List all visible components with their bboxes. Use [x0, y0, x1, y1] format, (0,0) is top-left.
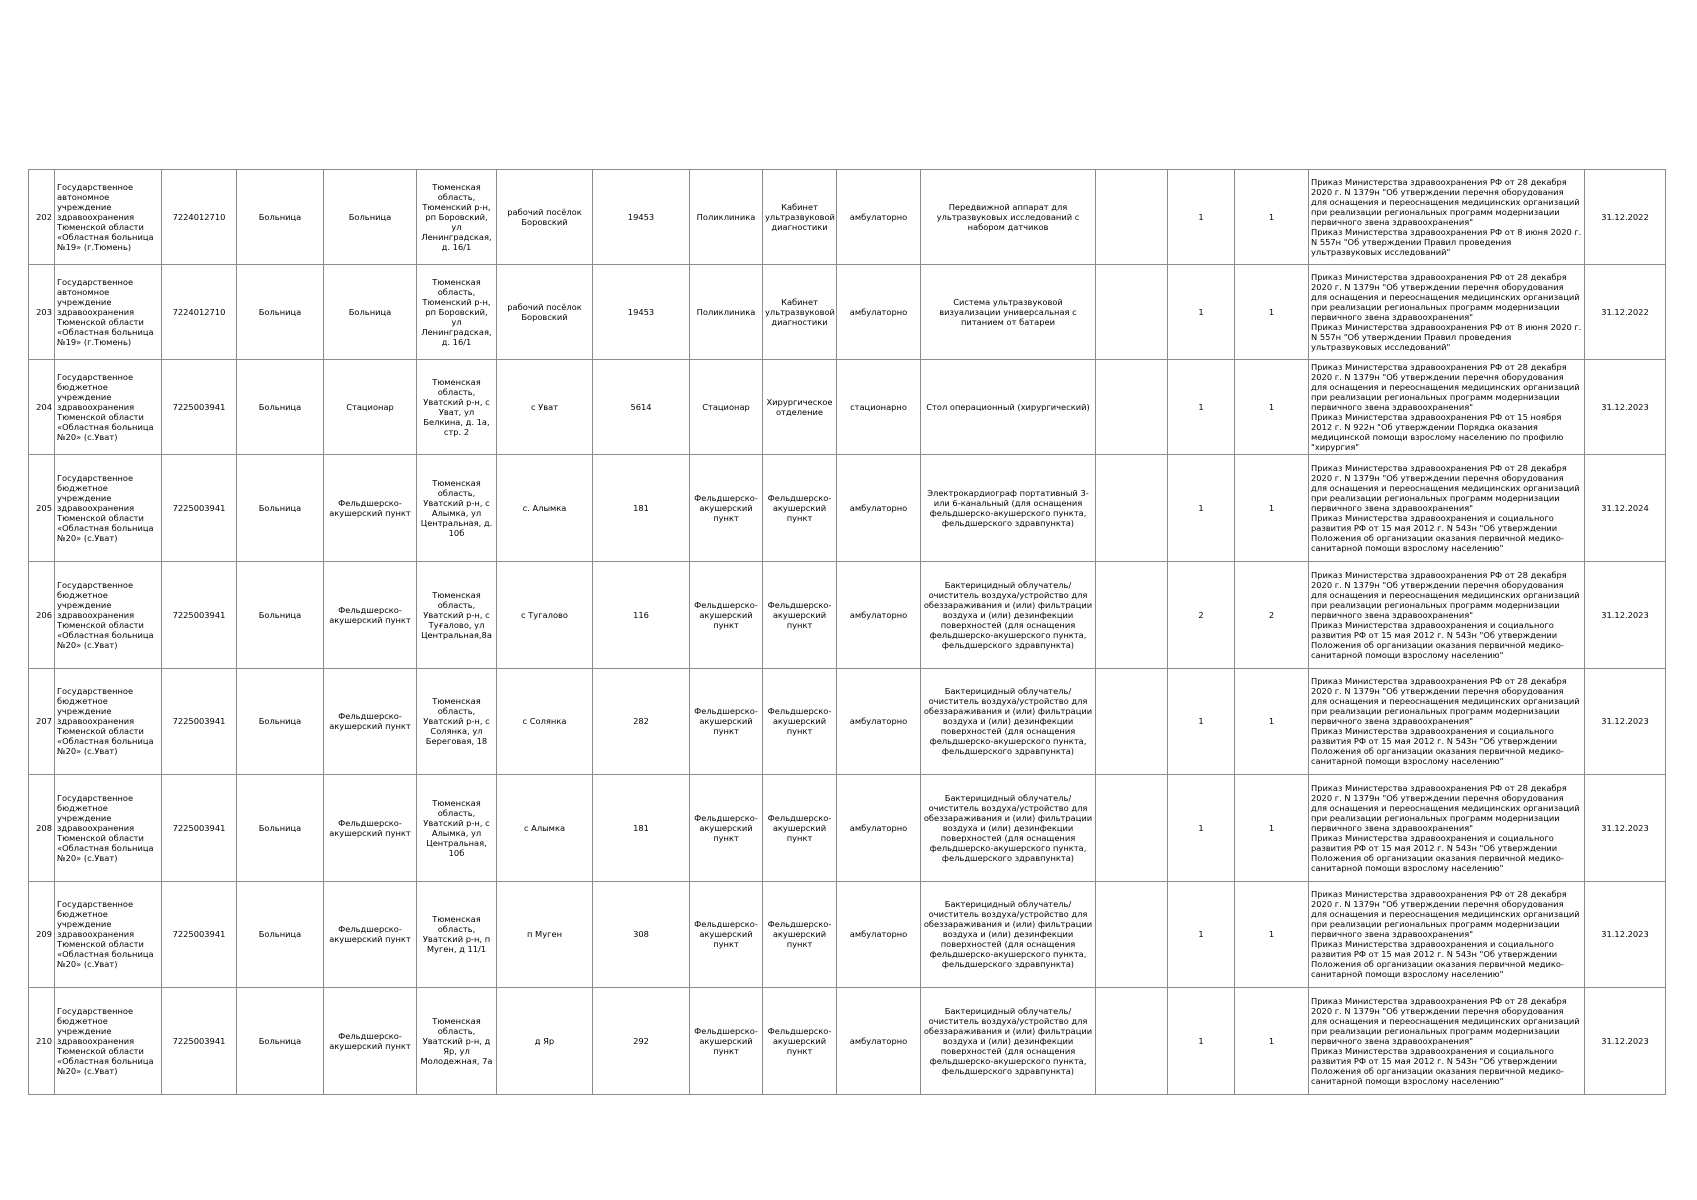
table-row	[29, 360, 1666, 455]
quantity-total-cell: 1	[1235, 170, 1309, 265]
address-cell: Тюменская область, Уватский р-н, с Алымка, ул Центральная, д. 10б	[417, 455, 497, 562]
institution-type-cell: Больница	[237, 360, 324, 455]
quantity-total-cell: 1	[1235, 988, 1309, 1095]
care-mode-cell: амбулаторно	[837, 455, 921, 562]
address-cell: Тюменская область, Тюменский р-н, рп Боровский, ул Ленинградская, д. 16/1	[417, 170, 497, 265]
population-cell: 181	[593, 775, 690, 882]
inn-cell: 7224012710	[162, 265, 237, 360]
row-number-cell: 209	[29, 881, 55, 988]
deadline-date-cell: 31.12.2023	[1585, 562, 1666, 669]
locality-cell: рабочий посёлок Боровский	[497, 170, 593, 265]
facility-type-cell: Фельдшерско-акушерский пункт	[324, 988, 417, 1095]
deadline-date-cell: 31.12.2023	[1585, 988, 1666, 1095]
equipment-cell: Бактерицидный облучатель/очиститель воздуха/устройство для обеззараживания и (или) фильтрации воздуха и (или) дезинфекции поверхностей (для оснащения фельдшерско-акушерского пункта, фельдшерского здравпункта)	[921, 562, 1096, 669]
division-cell: Фельдшерско-акушерский пункт	[690, 455, 763, 562]
population-cell: 282	[593, 668, 690, 775]
quantity-total-cell: 1	[1235, 775, 1309, 882]
care-mode-cell: амбулаторно	[837, 668, 921, 775]
row-number-cell: 203	[29, 265, 55, 360]
care-mode-cell: амбулаторно	[837, 988, 921, 1095]
empty-cell	[1096, 775, 1168, 882]
empty-cell	[1096, 988, 1168, 1095]
quantity-total-cell: 2	[1235, 562, 1309, 669]
deadline-date-cell: 31.12.2023	[1585, 360, 1666, 455]
row-number-cell: 204	[29, 360, 55, 455]
quantity-cell: 1	[1168, 360, 1235, 455]
inn-cell: 7225003941	[162, 562, 237, 669]
table-row	[29, 668, 1666, 775]
locality-cell: с Тугалово	[497, 562, 593, 669]
table-row	[29, 455, 1666, 562]
deadline-date-cell: 31.12.2023	[1585, 775, 1666, 882]
division-cell: Фельдшерско-акушерский пункт	[690, 562, 763, 669]
facility-type-cell: Фельдшерско-акушерский пункт	[324, 668, 417, 775]
unit-cell: Кабинет ультразвуковой диагностики	[763, 170, 837, 265]
table-row	[29, 988, 1666, 1095]
division-cell: Фельдшерско-акушерский пункт	[690, 775, 763, 882]
deadline-date-cell: 31.12.2024	[1585, 455, 1666, 562]
facility-type-cell: Фельдшерско-акушерский пункт	[324, 881, 417, 988]
division-cell: Поликлиника	[690, 265, 763, 360]
address-cell: Тюменская область, Уватский р-н, с Алымка, ул Центральная, 10б	[417, 775, 497, 882]
table-row	[29, 775, 1666, 882]
address-cell: Тюменская область, Уватский р-н, с Туғалово, ул Центральная,8а	[417, 562, 497, 669]
institution-type-cell: Больница	[237, 881, 324, 988]
empty-cell	[1096, 455, 1168, 562]
locality-cell: с Уват	[497, 360, 593, 455]
row-number-cell: 205	[29, 455, 55, 562]
legal-basis-cell: Приказ Министерства здравоохранения РФ от 28 декабря 2020 г. N 1379н "Об утверждении перечня оборудования для оснащения и переоснащения медицинских организаций при реализации региональных программ модернизации первичного звена здравоохранения" Приказ Министерства здравоохранения и социального развития РФ от 15 мая 2012 г. N 543н "Об утверждении Положения об организации оказания первичной медико-санитарной помощи взрослому населению"	[1309, 775, 1585, 882]
deadline-date-cell: 31.12.2023	[1585, 881, 1666, 988]
population-cell: 19453	[593, 170, 690, 265]
population-cell: 116	[593, 562, 690, 669]
division-cell: Фельдшерско-акушерский пункт	[690, 668, 763, 775]
care-mode-cell: амбулаторно	[837, 562, 921, 669]
legal-basis-cell: Приказ Министерства здравоохранения РФ от 28 декабря 2020 г. N 1379н "Об утверждении перечня оборудования для оснащения и переоснащения медицинских организаций при реализации региональных программ модернизации первичного звена здравоохранения" Приказ Министерства здравоохранения и социального развития РФ от 15 мая 2012 г. N 543н "Об утверждении Положения об организации оказания первичной медико-санитарной помощи взрослому населению"	[1309, 988, 1585, 1095]
legal-basis-cell: Приказ Министерства здравоохранения РФ от 28 декабря 2020 г. N 1379н "Об утверждении перечня оборудования для оснащения и переоснащения медицинских организаций при реализации региональных программ модернизации первичного звена здравоохранения" Приказ Министерства здравоохранения РФ от 8 июня 2020 г. N 557н "Об утверждении Правил проведения ультразвуковых исследований"	[1309, 265, 1585, 360]
facility-type-cell: Стационар	[324, 360, 417, 455]
unit-cell: Фельдшерско-акушерский пункт	[763, 668, 837, 775]
row-number-cell: 206	[29, 562, 55, 669]
address-cell: Тюменская область, Уватский р-н, с Солянка, ул Береговая, 18	[417, 668, 497, 775]
equipment-cell: Бактерицидный облучатель/очиститель воздуха/устройство для обеззараживания и (или) фильтрации воздуха и (или) дезинфекции поверхностей (для оснащения фельдшерско-акушерского пункта, фельдшерского здравпункта)	[921, 988, 1096, 1095]
institution-type-cell: Больница	[237, 775, 324, 882]
equipment-cell: Стол операционный (хирургический)	[921, 360, 1096, 455]
institution-type-cell: Больница	[237, 455, 324, 562]
institution-type-cell: Больница	[237, 562, 324, 669]
inn-cell: 7225003941	[162, 775, 237, 882]
division-cell: Стационар	[690, 360, 763, 455]
unit-cell: Фельдшерско-акушерский пункт	[763, 881, 837, 988]
institution-type-cell: Больница	[237, 988, 324, 1095]
institution-type-cell: Больница	[237, 170, 324, 265]
organization-cell: Государственное бюджетное учреждение здравоохранения Тюменской области «Областная больница №20» (с.Уват)	[55, 988, 162, 1095]
equipment-cell: Электрокардиограф портативный 3- или 6-канальный (для оснащения фельдшерско-акушерского пункта, фельдшерского здравпункта)	[921, 455, 1096, 562]
facility-type-cell: Фельдшерско-акушерский пункт	[324, 455, 417, 562]
population-cell: 19453	[593, 265, 690, 360]
unit-cell: Фельдшерско-акушерский пункт	[763, 455, 837, 562]
division-cell: Фельдшерско-акушерский пункт	[690, 881, 763, 988]
equipment-cell: Бактерицидный облучатель/очиститель воздуха/устройство для обеззараживания и (или) фильтрации воздуха и (или) дезинфекции поверхностей (для оснащения фельдшерско-акушерского пункта, фельдшерского здравпункта)	[921, 881, 1096, 988]
address-cell: Тюменская область, Уватский р-н, п Муген, д 11/1	[417, 881, 497, 988]
row-number-cell: 207	[29, 668, 55, 775]
organization-cell: Государственное бюджетное учреждение здравоохранения Тюменской области «Областная больница №20» (с.Уват)	[55, 455, 162, 562]
organization-cell: Государственное бюджетное учреждение здравоохранения Тюменской области «Областная больница №20» (с.Уват)	[55, 775, 162, 882]
empty-cell	[1096, 881, 1168, 988]
quantity-cell: 1	[1168, 988, 1235, 1095]
row-number-cell: 210	[29, 988, 55, 1095]
address-cell: Тюменская область, Уватский р-н, с Уват, ул Белкина, д. 1а, стр. 2	[417, 360, 497, 455]
division-cell: Фельдшерско-акушерский пункт	[690, 988, 763, 1095]
address-cell: Тюменская область, Уватский р-н, д Яр, ул Молодежная, 7а	[417, 988, 497, 1095]
quantity-total-cell: 1	[1235, 668, 1309, 775]
legal-basis-cell: Приказ Министерства здравоохранения РФ от 28 декабря 2020 г. N 1379н "Об утверждении перечня оборудования для оснащения и переоснащения медицинских организаций при реализации региональных программ модернизации первичного звена здравоохранения" Приказ Министерства здравоохранения и социального развития РФ от 15 мая 2012 г. N 543н "Об утверждении Положения об организации оказания первичной медико-санитарной помощи взрослому населению"	[1309, 455, 1585, 562]
unit-cell: Хирургическое отделение	[763, 360, 837, 455]
deadline-date-cell: 31.12.2022	[1585, 265, 1666, 360]
quantity-cell: 1	[1168, 881, 1235, 988]
quantity-cell: 1	[1168, 775, 1235, 882]
locality-cell: с Солянка	[497, 668, 593, 775]
quantity-total-cell: 1	[1235, 881, 1309, 988]
table-row	[29, 265, 1666, 360]
empty-cell	[1096, 360, 1168, 455]
legal-basis-cell: Приказ Министерства здравоохранения РФ от 28 декабря 2020 г. N 1379н "Об утверждении перечня оборудования для оснащения и переоснащения медицинских организаций при реализации региональных программ модернизации первичного звена здравоохранения" Приказ Министерства здравоохранения и социального развития РФ от 15 мая 2012 г. N 543н "Об утверждении Положения об организации оказания первичной медико-санитарной помощи взрослому населению"	[1309, 562, 1585, 669]
inn-cell: 7224012710	[162, 170, 237, 265]
deadline-date-cell: 31.12.2022	[1585, 170, 1666, 265]
quantity-cell: 2	[1168, 562, 1235, 669]
inn-cell: 7225003941	[162, 881, 237, 988]
quantity-cell: 1	[1168, 668, 1235, 775]
care-mode-cell: амбулаторно	[837, 775, 921, 882]
table-body	[29, 170, 1666, 1095]
organization-cell: Государственное бюджетное учреждение здравоохранения Тюменской области «Областная больница №20» (с.Уват)	[55, 360, 162, 455]
equipment-cell: Передвижной аппарат для ультразвуковых исследований с набором датчиков	[921, 170, 1096, 265]
inn-cell: 7225003941	[162, 988, 237, 1095]
facility-type-cell: Больница	[324, 170, 417, 265]
legal-basis-cell: Приказ Министерства здравоохранения РФ от 28 декабря 2020 г. N 1379н "Об утверждении перечня оборудования для оснащения и переоснащения медицинских организаций при реализации региональных программ модернизации первичного звена здравоохранения" Приказ Министерства здравоохранения и социального развития РФ от 15 мая 2012 г. N 543н "Об утверждении Положения об организации оказания первичной медико-санитарной помощи взрослому населению"	[1309, 881, 1585, 988]
unit-cell: Фельдшерско-акушерский пункт	[763, 988, 837, 1095]
equipment-cell: Бактерицидный облучатель/очиститель воздуха/устройство для обеззараживания и (или) фильтрации воздуха и (или) дезинфекции поверхностей (для оснащения фельдшерско-акушерского пункта, фельдшерского здравпункта)	[921, 775, 1096, 882]
organization-cell: Государственное бюджетное учреждение здравоохранения Тюменской области «Областная больница №20» (с.Уват)	[55, 562, 162, 669]
quantity-cell: 1	[1168, 265, 1235, 360]
facility-type-cell: Больница	[324, 265, 417, 360]
unit-cell: Фельдшерско-акушерский пункт	[763, 562, 837, 669]
table-row	[29, 170, 1666, 265]
population-cell: 308	[593, 881, 690, 988]
organization-cell: Государственное бюджетное учреждение здравоохранения Тюменской области «Областная больница №20» (с.Уват)	[55, 668, 162, 775]
quantity-total-cell: 1	[1235, 360, 1309, 455]
locality-cell: д Яр	[497, 988, 593, 1095]
quantity-cell: 1	[1168, 170, 1235, 265]
care-mode-cell: амбулаторно	[837, 170, 921, 265]
institution-type-cell: Больница	[237, 265, 324, 360]
empty-cell	[1096, 668, 1168, 775]
address-cell: Тюменская область, Тюменский р-н, рп Боровский, ул Ленинградская, д. 16/1	[417, 265, 497, 360]
table-row	[29, 562, 1666, 669]
locality-cell: п Муген	[497, 881, 593, 988]
table-row	[29, 881, 1666, 988]
quantity-cell: 1	[1168, 455, 1235, 562]
quantity-total-cell: 1	[1235, 265, 1309, 360]
inn-cell: 7225003941	[162, 668, 237, 775]
quantity-total-cell: 1	[1235, 455, 1309, 562]
division-cell: Поликлиника	[690, 170, 763, 265]
legal-basis-cell: Приказ Министерства здравоохранения РФ от 28 декабря 2020 г. N 1379н "Об утверждении перечня оборудования для оснащения и переоснащения медицинских организаций при реализации региональных программ модернизации первичного звена здравоохранения" Приказ Министерства здравоохранения РФ от 8 июня 2020 г. N 557н "Об утверждении Правил проведения ультразвуковых исследований"	[1309, 170, 1585, 265]
unit-cell: Фельдшерско-акушерский пункт	[763, 775, 837, 882]
inn-cell: 7225003941	[162, 455, 237, 562]
empty-cell	[1096, 265, 1168, 360]
institution-type-cell: Больница	[237, 668, 324, 775]
row-number-cell: 208	[29, 775, 55, 882]
unit-cell: Кабинет ультразвуковой диагностики	[763, 265, 837, 360]
facility-type-cell: Фельдшерско-акушерский пункт	[324, 775, 417, 882]
inn-cell: 7225003941	[162, 360, 237, 455]
equipment-cell: Система ультразвуковой визуализации универсальная с питанием от батареи	[921, 265, 1096, 360]
population-cell: 5614	[593, 360, 690, 455]
locality-cell: с. Алымка	[497, 455, 593, 562]
row-number-cell: 202	[29, 170, 55, 265]
care-mode-cell: амбулаторно	[837, 265, 921, 360]
organization-cell: Государственное бюджетное учреждение здравоохранения Тюменской области «Областная больница №20» (с.Уват)	[55, 881, 162, 988]
population-cell: 181	[593, 455, 690, 562]
empty-cell	[1096, 562, 1168, 669]
facility-type-cell: Фельдшерско-акушерский пункт	[324, 562, 417, 669]
care-mode-cell: стационарно	[837, 360, 921, 455]
locality-cell: с Алымка	[497, 775, 593, 882]
organization-cell: Государственное автономное учреждение здравоохранения Тюменской области «Областная больница №19» (г.Тюмень)	[55, 265, 162, 360]
equipment-cell: Бактерицидный облучатель/очиститель воздуха/устройство для обеззараживания и (или) фильтрации воздуха и (или) дезинфекции поверхностей (для оснащения фельдшерско-акушерского пункта, фельдшерского здравпункта)	[921, 668, 1096, 775]
care-mode-cell: амбулаторно	[837, 881, 921, 988]
population-cell: 292	[593, 988, 690, 1095]
empty-cell	[1096, 170, 1168, 265]
deadline-date-cell: 31.12.2023	[1585, 668, 1666, 775]
legal-basis-cell: Приказ Министерства здравоохранения РФ от 28 декабря 2020 г. N 1379н "Об утверждении перечня оборудования для оснащения и переоснащения медицинских организаций при реализации региональных программ модернизации первичного звена здравоохранения" Приказ Министерства здравоохранения РФ от 15 ноября 2012 г. N 922н "Об утверждении Порядка оказания медицинской помощи взрослому населению по профилю "хирургия"	[1309, 360, 1585, 455]
organization-cell: Государственное автономное учреждение здравоохранения Тюменской области «Областная больница №19» (г.Тюмень)	[55, 170, 162, 265]
legal-basis-cell: Приказ Министерства здравоохранения РФ от 28 декабря 2020 г. N 1379н "Об утверждении перечня оборудования для оснащения и переоснащения медицинских организаций при реализации региональных программ модернизации первичного звена здравоохранения" Приказ Министерства здравоохранения и социального развития РФ от 15 мая 2012 г. N 543н "Об утверждении Положения об организации оказания первичной медико-санитарной помощи взрослому населению"	[1309, 668, 1585, 775]
equipment-table	[28, 169, 1666, 1095]
locality-cell: рабочий посёлок Боровский	[497, 265, 593, 360]
